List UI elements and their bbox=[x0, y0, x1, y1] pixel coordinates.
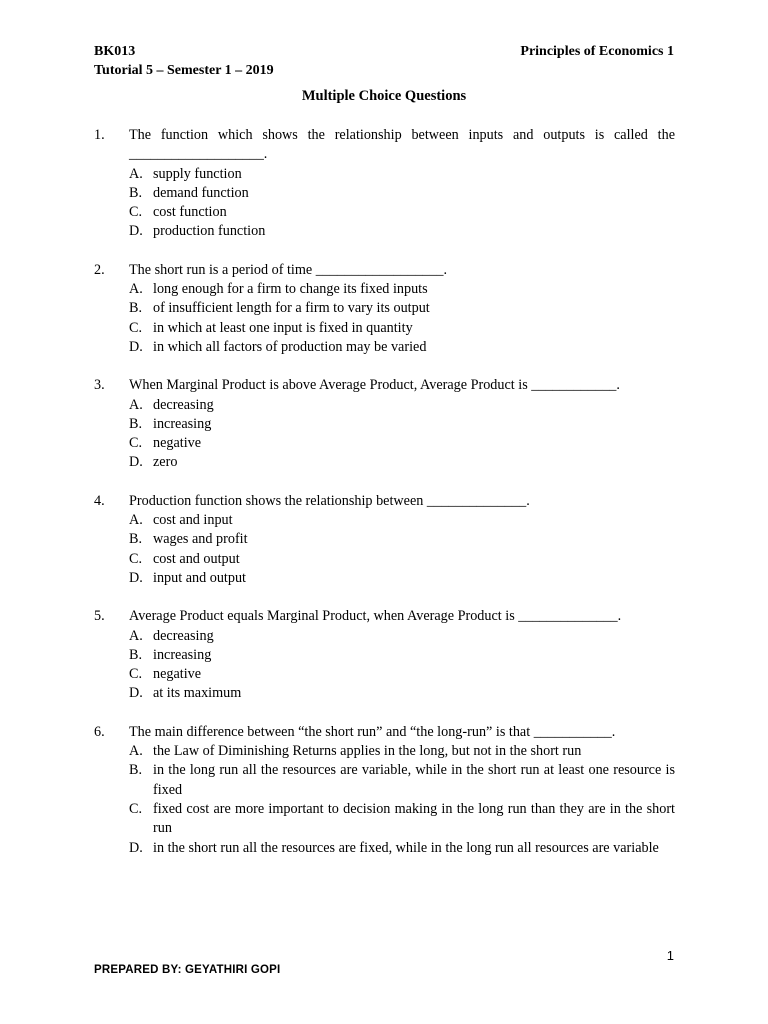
option-a bbox=[129, 511, 675, 530]
option-list bbox=[94, 627, 675, 704]
option-text: negative bbox=[153, 435, 202, 452]
option-list bbox=[94, 511, 675, 588]
question-3 bbox=[94, 376, 675, 472]
option-letter: A. bbox=[129, 281, 143, 298]
option-d bbox=[129, 839, 675, 858]
option-b bbox=[129, 415, 675, 434]
option-letter: D. bbox=[129, 685, 143, 702]
option-letter: D. bbox=[129, 338, 143, 355]
option-a bbox=[129, 280, 675, 299]
option-a bbox=[129, 627, 675, 646]
option-b bbox=[129, 761, 675, 800]
option-d bbox=[129, 684, 675, 703]
question-text: The function which shows the relationship between inputs and outputs is called the ___________________. bbox=[129, 127, 675, 163]
question-number: 5. bbox=[94, 608, 105, 625]
option-letter: D. bbox=[129, 223, 143, 240]
option-letter: B. bbox=[129, 184, 143, 201]
option-d bbox=[129, 453, 675, 472]
option-text: supply function bbox=[153, 165, 242, 182]
question-4 bbox=[94, 492, 675, 588]
option-text: cost function bbox=[153, 204, 227, 221]
question-text: Production function shows the relationship between ______________. bbox=[129, 492, 530, 509]
option-text: in which all factors of production may be varied bbox=[153, 338, 427, 355]
question-text: The main difference between “the short run” and “the long-run” is that ___________. bbox=[129, 723, 616, 740]
option-c bbox=[129, 665, 675, 684]
option-letter: C. bbox=[129, 800, 143, 817]
option-a bbox=[129, 165, 675, 184]
option-text: wages and profit bbox=[153, 531, 248, 548]
option-letter: B. bbox=[129, 300, 143, 317]
option-letter: B. bbox=[129, 531, 143, 548]
footer-author: PREPARED BY: GEYATHIRI GOPI bbox=[94, 964, 281, 976]
course-name: Principles of Economics 1 bbox=[520, 44, 674, 59]
option-letter: B. bbox=[129, 415, 143, 432]
option-letter: C. bbox=[129, 666, 143, 683]
option-text: zero bbox=[153, 454, 178, 471]
option-text: cost and input bbox=[153, 512, 233, 529]
option-letter: D. bbox=[129, 454, 143, 471]
question-number: 3. bbox=[94, 377, 105, 394]
option-b bbox=[129, 530, 675, 549]
page-number: 1 bbox=[666, 948, 674, 963]
option-text: input and output bbox=[153, 569, 247, 586]
question-2 bbox=[94, 261, 675, 357]
option-text: decreasing bbox=[153, 396, 214, 413]
option-letter: C. bbox=[129, 550, 143, 567]
option-list bbox=[94, 165, 675, 242]
option-text: in the short run all the resources are fixed, while in the long run all resources are variable bbox=[153, 839, 659, 856]
tutorial-label: Tutorial 5 – Semester 1 – 2019 bbox=[94, 63, 274, 78]
question-6 bbox=[94, 723, 675, 858]
option-b bbox=[129, 299, 675, 318]
option-letter: A. bbox=[129, 396, 143, 413]
option-c bbox=[129, 550, 675, 569]
option-list bbox=[94, 280, 675, 357]
option-letter: C. bbox=[129, 319, 143, 336]
option-text: increasing bbox=[153, 646, 212, 663]
question-text: Average Product equals Marginal Product, when Average Product is ______________. bbox=[129, 608, 622, 625]
option-letter: A. bbox=[129, 512, 143, 529]
option-text: demand function bbox=[153, 184, 249, 201]
option-c bbox=[129, 434, 675, 453]
question-list bbox=[94, 126, 675, 877]
option-d bbox=[129, 222, 675, 241]
option-letter: D. bbox=[129, 839, 143, 856]
question-text: The short run is a period of time __________________. bbox=[129, 261, 447, 278]
question-number: 1. bbox=[94, 127, 105, 143]
option-d bbox=[129, 338, 675, 357]
question-number: 2. bbox=[94, 261, 105, 278]
option-letter: A. bbox=[129, 627, 143, 644]
option-letter: A. bbox=[129, 743, 143, 760]
course-code: BK013 bbox=[94, 44, 136, 59]
option-text: increasing bbox=[153, 415, 212, 432]
option-a bbox=[129, 396, 675, 415]
option-text: long enough for a firm to change its fixed inputs bbox=[153, 281, 428, 298]
option-list bbox=[94, 742, 675, 858]
option-letter: A. bbox=[129, 165, 143, 182]
option-text: in the long run all the resources are variable, while in the short run at least one resource is fixed bbox=[153, 762, 675, 798]
option-letter: B. bbox=[129, 646, 143, 663]
question-number: 4. bbox=[94, 492, 105, 509]
option-text: production function bbox=[153, 223, 266, 240]
option-b bbox=[129, 184, 675, 203]
option-letter: C. bbox=[129, 435, 143, 452]
option-b bbox=[129, 646, 675, 665]
option-a bbox=[129, 742, 675, 761]
option-letter: B. bbox=[129, 762, 143, 779]
option-text: the Law of Diminishing Returns applies in the long, but not in the short run bbox=[153, 743, 582, 760]
header-left bbox=[94, 42, 274, 80]
question-1 bbox=[94, 126, 675, 242]
option-list bbox=[94, 396, 675, 473]
question-text: When Marginal Product is above Average Product, Average Product is ____________. bbox=[129, 377, 620, 394]
option-d bbox=[129, 569, 675, 588]
option-letter: D. bbox=[129, 569, 143, 586]
page-title: Multiple Choice Questions bbox=[301, 88, 467, 104]
option-c bbox=[129, 203, 675, 222]
option-text: decreasing bbox=[153, 627, 214, 644]
question-5 bbox=[94, 607, 675, 703]
option-letter: C. bbox=[129, 204, 143, 221]
question-number: 6. bbox=[94, 723, 105, 740]
option-text: at its maximum bbox=[153, 685, 242, 702]
option-text: cost and output bbox=[153, 550, 240, 567]
option-text: negative bbox=[153, 666, 202, 683]
option-text: of insufficient length for a firm to vary its output bbox=[153, 300, 430, 317]
option-text: fixed cost are more important to decision making in the long run than they are in the short run bbox=[153, 800, 675, 837]
option-c bbox=[129, 800, 675, 839]
option-c bbox=[129, 319, 675, 338]
option-text: in which at least one input is fixed in quantity bbox=[153, 319, 413, 336]
